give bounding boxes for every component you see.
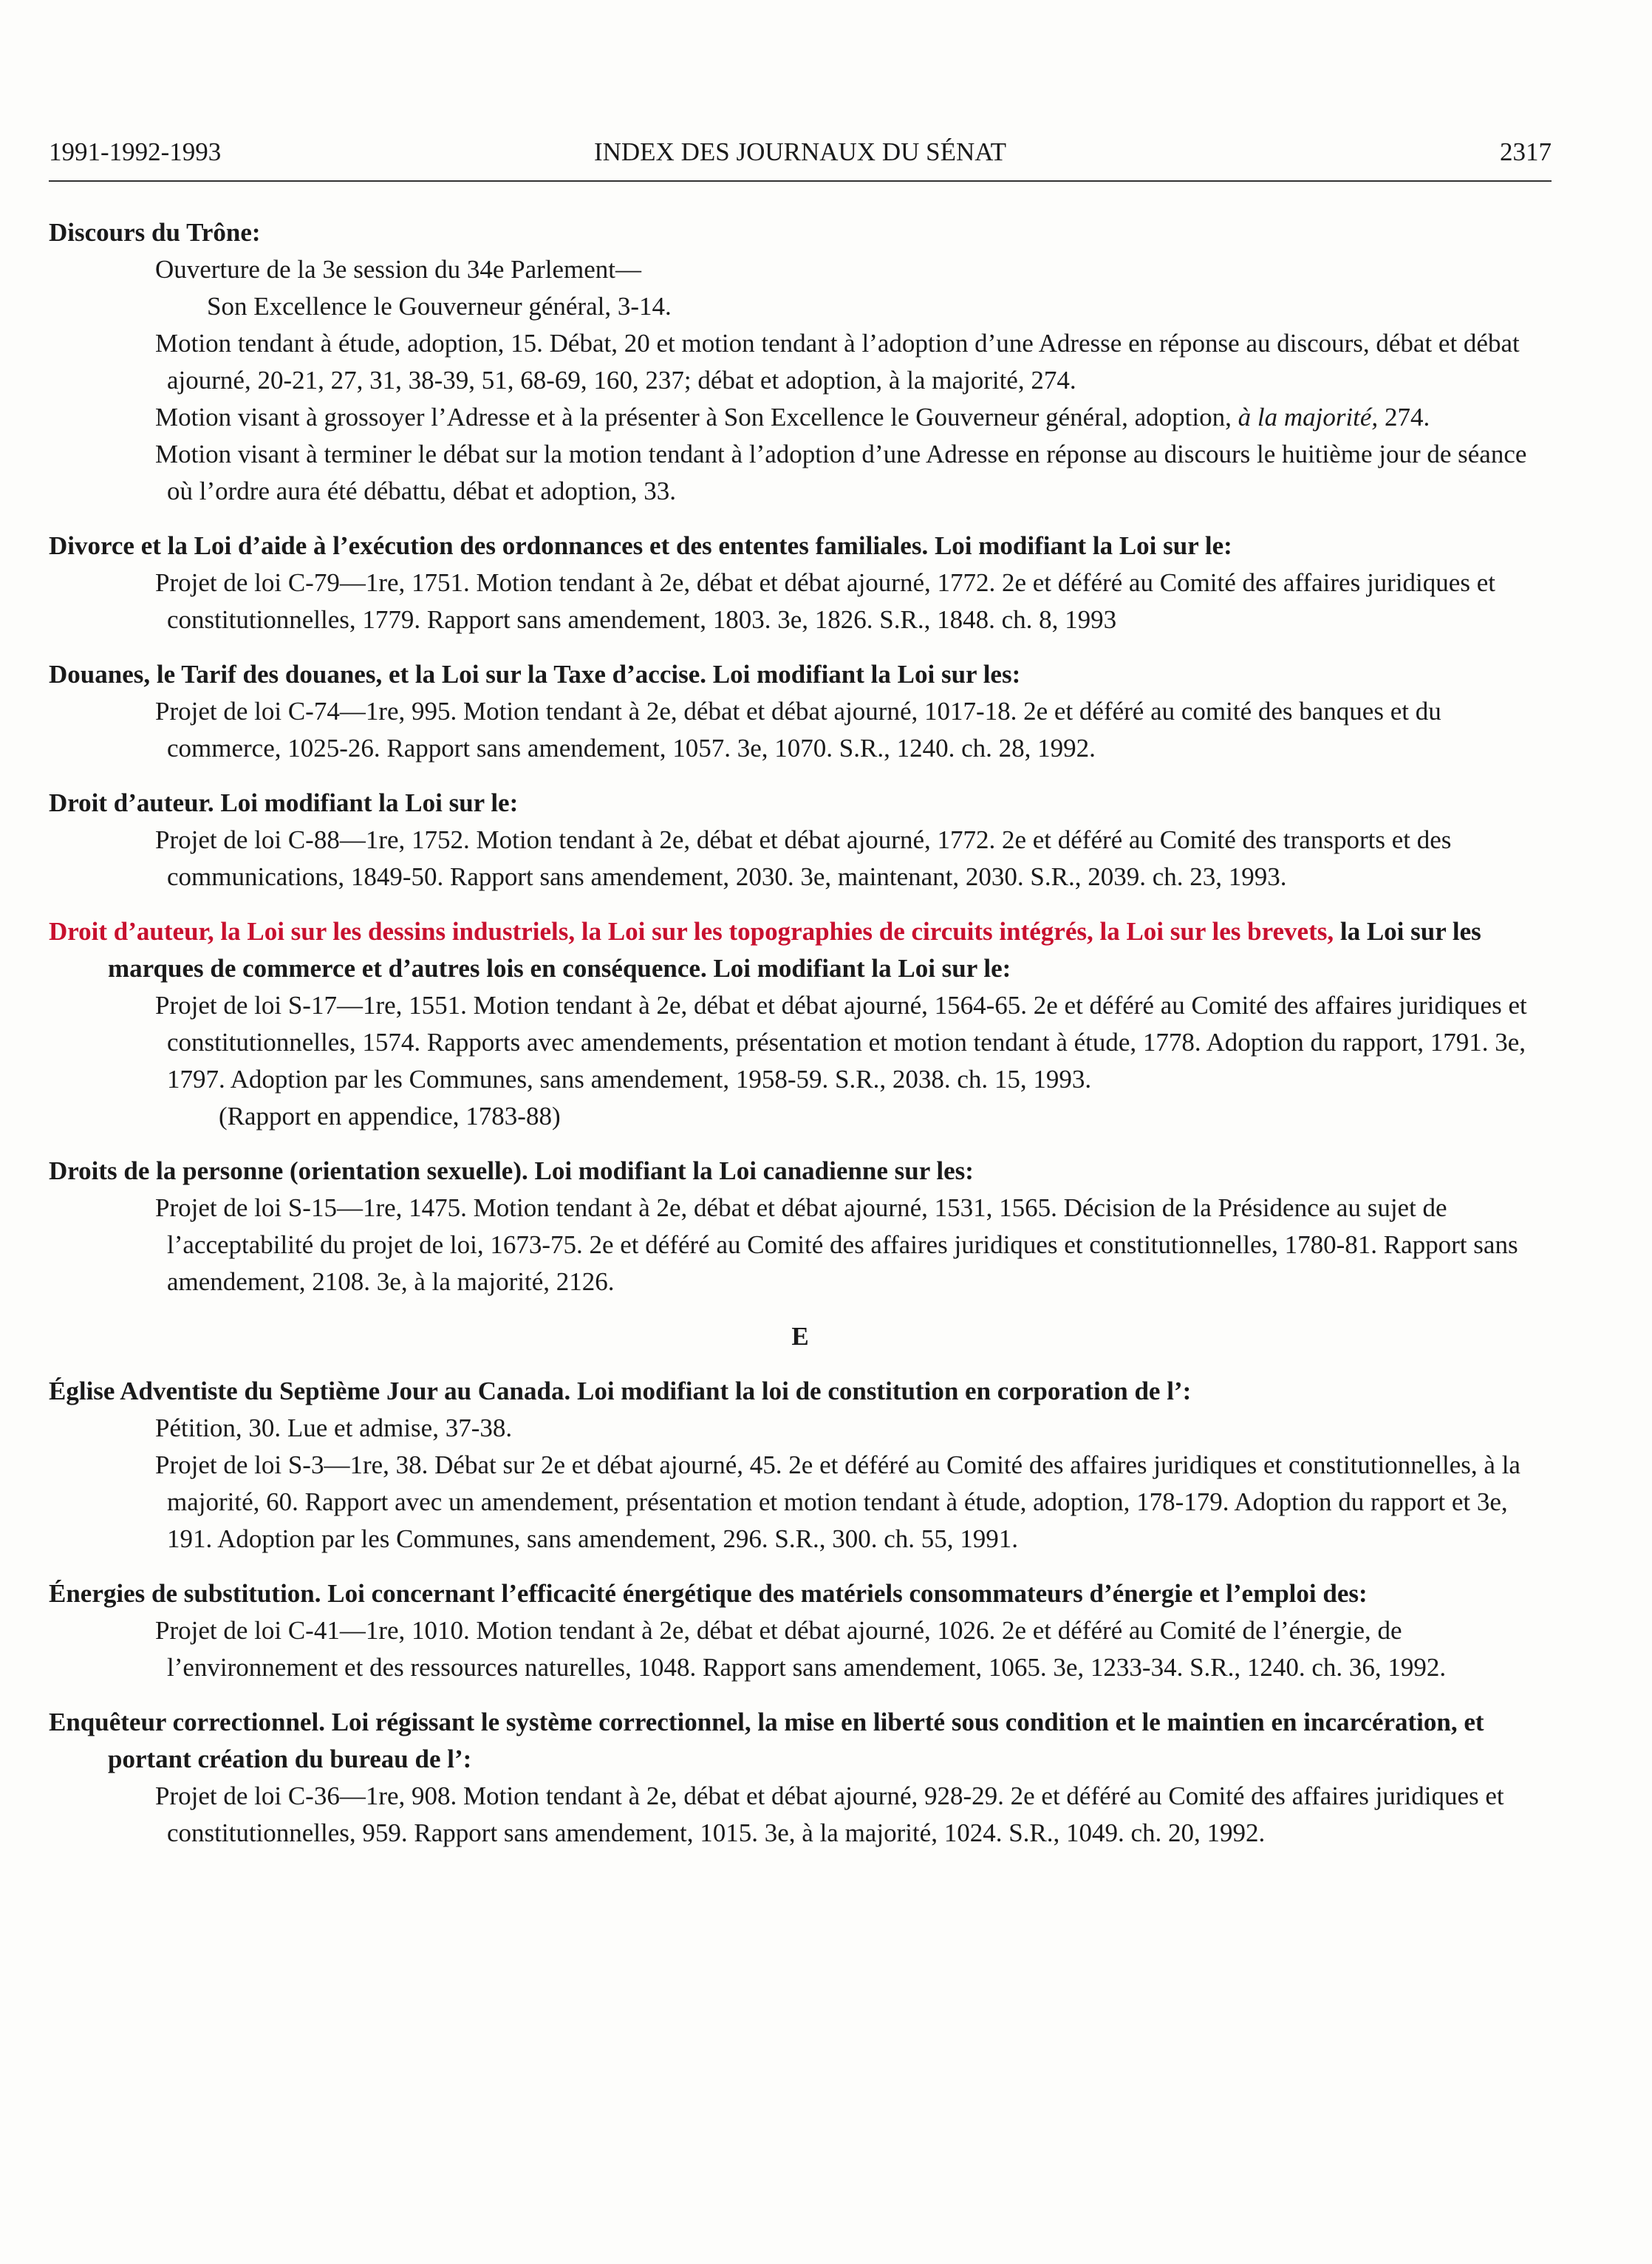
index-entry	[49, 656, 1552, 767]
entry-heading: Droit d’auteur. Loi modifiant la Loi sur le:	[49, 788, 519, 817]
entry-heading: Douanes, le Tarif des douanes, et la Loi sur la Taxe d’accise. Loi modifiant la Loi sur les:	[49, 660, 1021, 689]
entry-line: Projet de loi S-3—1re, 38. Débat sur 2e et débat ajourné, 45. 2e et déféré au Comité des affaires juridiques et constitutionnelles, à la majorité, 60. Rapport avec un amendement, présentation et motion tendant à étude, adoption, 178-179. Adoption du rapport et 3e, 191. Adoption par les Communes, sans amendement, 296. S.R., 300. ch. 55, 1991.	[155, 1450, 1520, 1553]
entry-heading: Droits de la personne (orientation sexuelle). Loi modifiant la Loi canadienne sur les:	[49, 1156, 974, 1185]
entry-line: Projet de loi C-36—1re, 908. Motion tendant à 2e, débat et débat ajourné, 928-29. 2e et déféré au Comité des affaires juridiques et constitutionnelles, 959. Rapport sans amendement, 1015. 3e, à la majorité, 1024. S.R., 1049. ch. 20, 1992.	[155, 1781, 1504, 1847]
entry-heading: Énergies de substitution. Loi concernant l’efficacité énergétique des matériels consommateurs d’énergie et l’emploi des:	[49, 1579, 1368, 1608]
index-entry	[49, 913, 1552, 1135]
index-entry	[49, 1373, 1552, 1558]
entry-heading: Enquêteur correctionnel. Loi régissant le système correctionnel, la mise en liberté sous condition et le maintien en incarcération, et portant création du bureau de l’:	[49, 1708, 1484, 1773]
running-header	[49, 130, 1552, 182]
index-entry	[49, 785, 1552, 896]
index-entry	[49, 1704, 1552, 1852]
header-title: INDEX DES JOURNAUX DU SÉNAT	[593, 137, 1007, 166]
entry-note: (Rapport en appendice, 1783-88)	[219, 1102, 561, 1131]
entry-line: Projet de loi C-41—1re, 1010. Motion tendant à 2e, débat et débat ajourné, 1026. 2e et déféré au Comité de l’énergie, de l’environnement et des ressources naturelles, 1048. Rapport sans amendement, 1065. 3e, 1233-34. S.R., 1240. ch. 36, 1992.	[155, 1616, 1447, 1682]
index-entry	[49, 528, 1552, 638]
entry-line: Projet de loi S-17—1re, 1551. Motion tendant à 2e, débat et débat ajourné, 1564-65. 2e et déféré au Comité des affaires juridiques et constitutionnelles, 1574. Rapports avec amendements, présentation et motion tendant à étude, 1778. Adoption du rapport, 1791. 3e, 1797. Adoption par les Communes, sans amendement, 1958-59. S.R., 2038. ch. 15, 1993.	[155, 991, 1527, 1094]
entry-heading: Divorce et la Loi d’aide à l’exécution des ordonnances et des ententes familiales. Loi modifiant la Loi sur le:	[49, 531, 1232, 560]
entry-heading: Église Adventiste du Septième Jour au Canada. Loi modifiant la loi de constitution en corporation de l’:	[49, 1377, 1192, 1405]
index-entry	[49, 214, 1552, 510]
index-content	[49, 214, 1552, 1869]
entry-heading	[49, 913, 1552, 987]
entry-line: Motion tendant à étude, adoption, 15. Débat, 20 et motion tendant à l’adoption d’une Adresse en réponse au discours, débat et débat ajourné, 20-21, 27, 31, 38-39, 51, 68-69, 160, 237; débat et adoption, à la majorité, 274.	[155, 329, 1520, 395]
entry-line: Projet de loi S-15—1re, 1475. Motion tendant à 2e, débat et débat ajourné, 1531, 1565. Décision de la Présidence au sujet de l’acceptabilité du projet de loi, 1673-75. 2e et déféré au Comité des affaires juridiques et constitutionnelles, 1780-81. Rapport sans amendement, 2108. 3e, à la majorité, 2126.	[155, 1193, 1518, 1296]
entry-line: Pétition, 30. Lue et admise, 37-38.	[155, 1414, 513, 1442]
heading-highlight: Droit d’auteur, la Loi sur les dessins industriels, la Loi sur les topographies de circuits intégrés, la Loi sur les brevets,	[49, 917, 1334, 946]
heading-rest: la Loi sur les marques de commerce et d’autres lois en conséquence. Loi modifiant la Loi sur le:	[108, 917, 1481, 983]
entry-line: Ouverture de la 3e session du 34e Parlement—	[155, 255, 642, 284]
entry-heading: Discours du Trône:	[49, 218, 261, 247]
page-number: 2317	[1500, 137, 1552, 166]
entry-line: Motion visant à grossoyer l’Adresse et à la présenter à Son Excellence le Gouverneur général, adoption, à la majorité, 274.	[155, 403, 1430, 432]
entry-line: Projet de loi C-74—1re, 995. Motion tendant à 2e, débat et débat ajourné, 1017-18. 2e et déféré au comité des banques et du commerce, 1025-26. Rapport sans amendement, 1057. 3e, 1070. S.R., 1240. ch. 28, 1992.	[155, 697, 1441, 763]
entry-line: Motion visant à terminer le débat sur la motion tendant à l’adoption d’une Adresse en réponse au discours le huitième jour de séance où l’ordre aura été débattu, débat et adoption, 33.	[155, 440, 1527, 505]
entry-line: Projet de loi C-79—1re, 1751. Motion tendant à 2e, débat et débat ajourné, 1772. 2e et déféré au Comité des affaires juridiques et constitutionnelles, 1779. Rapport sans amendement, 1803. 3e, 1826. S.R., 1848. ch. 8, 1993	[155, 568, 1495, 634]
header-years: 1991-1992-1993	[49, 137, 222, 166]
index-entry	[49, 1575, 1552, 1686]
entry-line: Son Excellence le Gouverneur général, 3-14.	[207, 292, 672, 321]
entry-line: Projet de loi C-88—1re, 1752. Motion tendant à 2e, débat et débat ajourné, 1772. 2e et déféré au Comité des transports et des communications, 1849-50. Rapport sans amendement, 2030. 3e, maintenant, 2030. S.R., 2039. ch. 23, 1993.	[155, 825, 1452, 891]
section-letter: E	[791, 1322, 809, 1351]
index-entry	[49, 1153, 1552, 1300]
